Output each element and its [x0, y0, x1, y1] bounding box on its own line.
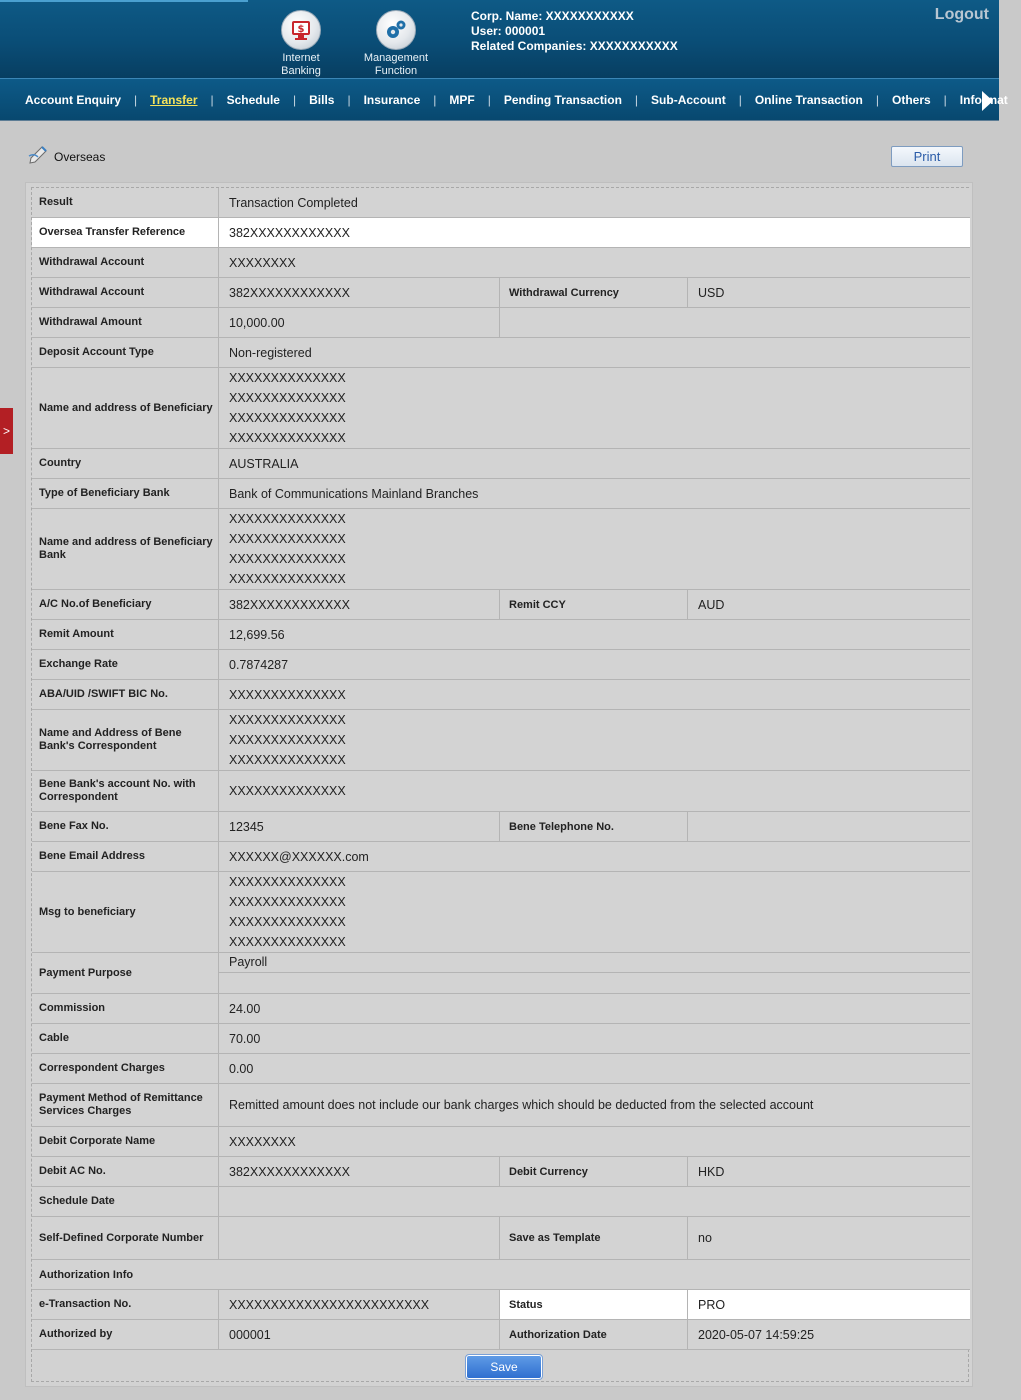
field-value: Non-registered	[219, 338, 970, 368]
corp-name: Corp. Name: XXXXXXXXXXX	[471, 9, 634, 23]
field-label: Debit Corporate Name	[32, 1127, 219, 1157]
field-label: Deposit Account Type	[32, 338, 219, 368]
side-expand-tab[interactable]: >	[0, 408, 13, 454]
row-correspondent-charges	[32, 1054, 970, 1084]
internet-banking-button[interactable]	[253, 10, 349, 76]
field-value: AUSTRALIA	[219, 449, 970, 479]
nav-insurance[interactable]: Insurance	[363, 92, 421, 107]
row-fax	[32, 812, 970, 842]
svg-text:$: $	[297, 24, 305, 35]
field-label: Type of Beneficiary Bank	[32, 479, 219, 509]
field-label: Result	[32, 188, 219, 218]
field-label: ABA/UID /SWIFT BIC No.	[32, 680, 219, 710]
nav-separator: |	[943, 92, 947, 107]
field-value: no	[688, 1217, 970, 1260]
field-label: Schedule Date	[32, 1187, 219, 1217]
row-payment-method	[32, 1084, 970, 1127]
nav-account-enquiry[interactable]: Account Enquiry	[25, 92, 122, 107]
corp-info	[471, 9, 678, 54]
row-commission	[32, 994, 970, 1024]
empty-cell	[219, 973, 970, 993]
edit-pencil-icon	[28, 144, 50, 164]
field-value: Remitted amount does not include our bank charges which should be deducted from the selected account	[219, 1084, 970, 1127]
field-value: 382XXXXXXXXXXXX	[219, 278, 500, 308]
field-label: Self-Defined Corporate Number	[32, 1217, 219, 1260]
field-label: Bene Fax No.	[32, 812, 219, 842]
field-value: XXXXXXXXXXXXXX	[219, 771, 970, 812]
field-value: XXXXXXXXXXXXXX	[219, 680, 970, 710]
field-label: Name and address of Beneficiary	[32, 368, 219, 449]
field-label: Withdrawal Amount	[32, 308, 219, 338]
nav-separator: |	[347, 92, 351, 107]
field-label: Bene Email Address	[32, 842, 219, 872]
row-e-transaction	[32, 1290, 970, 1320]
nav-pending-transaction[interactable]: Pending Transaction	[503, 92, 622, 107]
details-panel	[25, 182, 973, 1387]
field-value: 0.00	[219, 1054, 970, 1084]
value-line: XXXXXXXXXXXXXX	[229, 512, 346, 526]
main-nav	[0, 78, 1008, 121]
field-label: Debit AC No.	[32, 1157, 219, 1187]
nav-separator: |	[634, 92, 639, 107]
value-line: XXXXXXXXXXXXXX	[229, 875, 346, 889]
row-correspondent-name	[32, 710, 970, 771]
row-message	[32, 872, 970, 953]
empty-cell	[500, 308, 970, 338]
nav-separator: |	[134, 92, 138, 107]
field-value: 10,000.00	[219, 308, 500, 338]
value-line: XXXXXXXXXXXXXX	[229, 713, 346, 727]
status-value: PRO	[688, 1290, 970, 1320]
row-bank-type	[32, 479, 970, 509]
nav-separator: |	[487, 92, 491, 107]
value-line: XXXXXXXXXXXXXX	[229, 915, 346, 929]
internet-banking-label-2: Banking	[281, 65, 321, 77]
row-withdrawal-account-currency	[32, 278, 970, 308]
field-label: Debit Currency	[500, 1157, 688, 1187]
field-label: Name and Address of Bene Bank's Correspondent	[32, 710, 219, 771]
field-value: 0.7874287	[219, 650, 970, 680]
field-label: Authorization Date	[500, 1320, 688, 1350]
field-label: Withdrawal Currency	[500, 278, 688, 308]
page-title	[28, 144, 105, 164]
field-value	[219, 368, 970, 449]
value-line: Payroll	[219, 953, 970, 973]
top-header	[0, 0, 999, 78]
field-value: USD	[688, 278, 970, 308]
nav-sub-account[interactable]: Sub-Account	[651, 92, 726, 107]
field-value: Bank of Communications Mainland Branches	[219, 479, 970, 509]
row-correspondent-account	[32, 771, 970, 812]
field-value: XXXXXXXX	[219, 248, 970, 278]
field-value: HKD	[688, 1157, 970, 1187]
value-line: XXXXXXXXXXXXXX	[229, 391, 346, 405]
field-label: Oversea Transfer Reference	[32, 218, 219, 248]
row-withdrawal-amount	[32, 308, 970, 338]
field-value: 12345	[219, 812, 500, 842]
value-line: XXXXXXXXXXXXXX	[229, 532, 346, 546]
row-cable	[32, 1024, 970, 1054]
field-value: 24.00	[219, 994, 970, 1024]
field-value	[219, 1217, 500, 1260]
field-label: Status	[500, 1290, 688, 1320]
value-line: XXXXXXXXXXXXXX	[229, 411, 346, 425]
save-button[interactable]: Save	[466, 1355, 542, 1379]
field-label: Save as Template	[500, 1217, 688, 1260]
nav-separator: |	[875, 92, 879, 107]
field-value	[219, 509, 970, 590]
field-value	[219, 953, 970, 994]
field-label: Payment Method of Remittance Services Charges	[32, 1084, 219, 1127]
user-id: User: 000001	[471, 24, 546, 38]
field-value	[219, 710, 970, 771]
field-value: 382XXXXXXXXXXXX	[219, 590, 500, 620]
row-beneficiary-name	[32, 368, 970, 449]
field-label: Payment Purpose	[32, 953, 219, 994]
internet-banking-label-1: Internet	[282, 52, 320, 64]
row-authorization-info	[32, 1260, 970, 1290]
field-value: 12,699.56	[219, 620, 970, 650]
field-value: 70.00	[219, 1024, 970, 1054]
field-label: A/C No.of Beneficiary	[32, 590, 219, 620]
field-label: Authorized by	[32, 1320, 219, 1350]
field-label: Bene Bank's account No. with Correspondent	[32, 771, 219, 812]
field-value: AUD	[688, 590, 970, 620]
print-button[interactable]: Print	[891, 146, 963, 167]
management-function-label-2: Function	[374, 65, 418, 77]
nav-schedule[interactable]: Schedule	[226, 92, 280, 107]
value-line: XXXXXXXXXXXXXX	[229, 733, 346, 747]
field-value: 382XXXXXXXXXXXX	[219, 1157, 500, 1187]
logout-link[interactable]: Logout	[934, 6, 989, 23]
nav-separator: |	[738, 92, 742, 107]
related-companies: Related Companies: XXXXXXXXXXX	[471, 39, 678, 53]
row-transfer-reference	[32, 218, 970, 248]
row-withdrawal-account	[32, 248, 970, 278]
gear-icon	[376, 10, 416, 50]
field-label: Bene Telephone No.	[500, 812, 688, 842]
field-label: e-Transaction No.	[32, 1290, 219, 1320]
field-value	[219, 872, 970, 953]
row-result	[32, 188, 970, 218]
row-email	[32, 842, 970, 872]
internet-banking-icon	[281, 10, 321, 50]
field-value: Transaction Completed	[219, 188, 970, 218]
nav-transfer[interactable]: Transfer	[150, 92, 198, 107]
nav-scroll-right-icon[interactable]	[982, 91, 993, 111]
field-label: Remit Amount	[32, 620, 219, 650]
field-label: Remit CCY	[500, 590, 688, 620]
field-label: Name and address of Beneficiary Bank	[32, 509, 219, 590]
nav-separator: |	[433, 92, 437, 107]
value-line: XXXXXXXXXXXXXX	[229, 895, 346, 909]
field-label: Withdrawal Account	[32, 248, 219, 278]
value-line: XXXXXXXXXXXXXX	[229, 431, 346, 445]
value-line: XXXXXXXXXXXXXX	[229, 572, 346, 586]
nav-mpf[interactable]: MPF	[449, 92, 475, 107]
nav-information[interactable]: Informat	[959, 92, 1008, 107]
row-exchange-rate	[32, 650, 970, 680]
field-value: 000001	[219, 1320, 500, 1350]
row-authorized-by	[32, 1320, 970, 1350]
field-value: 382XXXXXXXXXXXX	[219, 218, 970, 248]
field-value	[219, 1187, 970, 1217]
row-payment-purpose	[32, 953, 970, 994]
row-ac-no-beneficiary	[32, 590, 970, 620]
value-line: XXXXXXXXXXXXXX	[229, 552, 346, 566]
row-debit-ac	[32, 1157, 970, 1187]
row-self-defined	[32, 1217, 970, 1260]
field-label: Exchange Rate	[32, 650, 219, 680]
nav-online-transaction[interactable]: Online Transaction	[754, 92, 863, 107]
value-line: XXXXXXXXXXXXXX	[229, 753, 346, 767]
field-label: Msg to beneficiary	[32, 872, 219, 953]
management-function-label-1: Management	[363, 52, 429, 64]
field-value: XXXXXX@XXXXXX.com	[219, 842, 970, 872]
row-debit-corporate-name	[32, 1127, 970, 1157]
page-title-text: Overseas	[54, 150, 106, 164]
nav-bills[interactable]: Bills	[309, 92, 335, 107]
field-label: Country	[32, 449, 219, 479]
row-deposit-account-type	[32, 338, 970, 368]
field-value: XXXXXXXXXXXXXXXXXXXXXXXX	[219, 1290, 500, 1320]
nav-separator: |	[292, 92, 297, 107]
field-label: Withdrawal Account	[32, 278, 219, 308]
value-line: XXXXXXXXXXXXXX	[229, 935, 346, 949]
section-heading: Authorization Info	[32, 1260, 970, 1290]
nav-others[interactable]: Others	[891, 92, 931, 107]
field-label: Cable	[32, 1024, 219, 1054]
field-label: Commission	[32, 994, 219, 1024]
field-value	[688, 812, 970, 842]
field-value: XXXXXXXX	[219, 1127, 970, 1157]
field-value: 2020-05-07 14:59:25	[688, 1320, 970, 1350]
row-beneficiary-bank	[32, 509, 970, 590]
row-remit-amount	[32, 620, 970, 650]
row-country	[32, 449, 970, 479]
nav-separator: |	[210, 92, 214, 107]
row-swift	[32, 680, 970, 710]
management-function-button[interactable]	[348, 10, 444, 76]
header-accent-line	[0, 0, 248, 2]
row-schedule-date	[32, 1187, 970, 1217]
field-label: Correspondent Charges	[32, 1054, 219, 1084]
value-line: XXXXXXXXXXXXXX	[229, 371, 346, 385]
